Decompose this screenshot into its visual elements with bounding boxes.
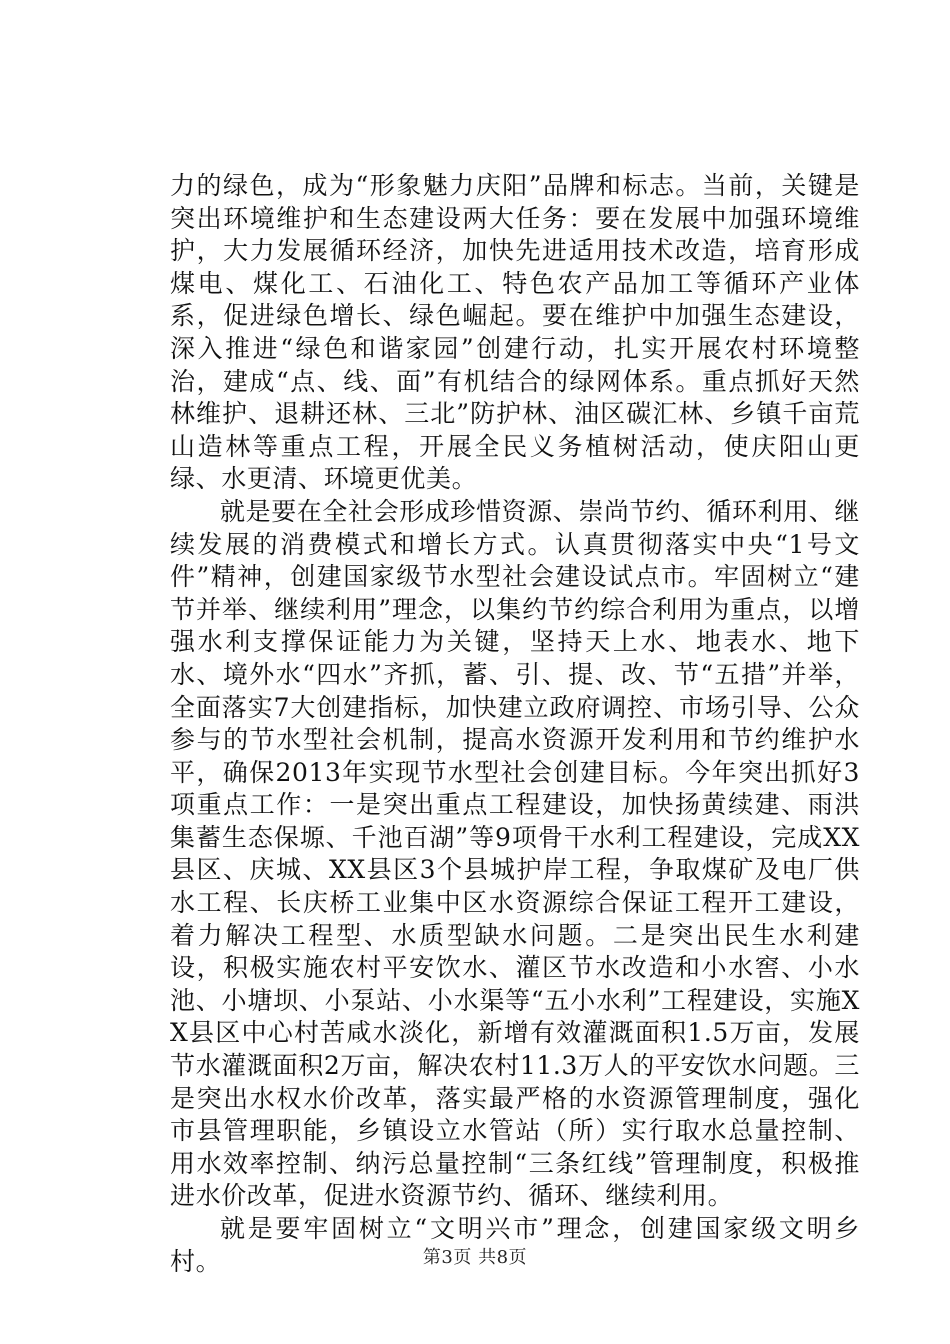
page-number-footer: 第3页 共8页 [422, 1247, 528, 1268]
paragraph-water-saving: 就是要在全社会形成珍惜资源、崇尚节约、循环利用、继续发展的消费模式和增长方式。认真贯彻落实中央“1号文件”精神，创建国家级节水型社会建设试点市。牢固树立“建节并举、继续利用”理念，以集约节约综合利用为重点，以增强水利支撑保证能力为关键，坚持天上水、地表水、地下水、境外水“四水”齐抓，蓄、引、提、改、节“五措”并举，全面落实7大创建指标，加快建立政府调控、市场引导、公众参与的节水型社会机制，提高水资源开发利用和节约维护水平，确保2013年实现节水型社会创建目标。今年突出抓好3项重点工作：一是突出重点工程建设，加快扬黄续建、雨洪集蓄生态保塬、千池百湖”等9项骨干水利工程建设，完成XX县区、庆城、XX县区3个县城护岸工程，争取煤矿及电厂供水工程、长庆桥工业集中区水资源综合保证工程开工建设，着力解决工程型、水质型缺水问题。二是突出民生水利建设，积极实施农村平安饮水、灌区节水改造和小水窖、小水池、小塘坝、小泵站、小水渠等“五小水利”工程建设，实施XX县区中心村苦咸水淡化，新增有效灌溉面积1.5万亩，发展节水灌溉面积2万亩，解决农村11.3万人的平安饮水问题。三是突出水权水价改革，落实最严格的水资源管理制度，强化市县管理职能，乡镇设立水管站（所）实行取水总量控制、用水效率控制、纳污总量控制“三条红线”管理制度，积极推进水价改革，促进水资源节约、循环、继续利用。 [170, 496, 861, 1211]
document-body [170, 170, 860, 1278]
paragraph-civilization: 就是要牢固树立“文明兴市”理念，创建国家级文明乡村。 [170, 1214, 860, 1276]
paragraph-environment: 力的绿色，成为“形象魅力庆阳”品牌和标志。当前，关键是突出环境维护和生态建设两大任务：要在发展中加强环境维护，大力发展循环经济，加快先进适用技术改造，培育形成煤电、煤化工、石油化工、特色农产品加工等循环产业体系，促进绿色增长、绿色崛起。要在维护中加强生态建设，深入推进“绿色和谐家园”创建行动，扎实开展农村环境整治，建成“点、线、面”有机结合的绿网体系。重点抓好天然林维护、退耕还林、三北”防护林、油区碳汇林、乡镇千亩荒山造林等重点工程，开展全民义务植树活动，使庆阳山更绿、水更清、环境更优美。 [170, 171, 860, 494]
